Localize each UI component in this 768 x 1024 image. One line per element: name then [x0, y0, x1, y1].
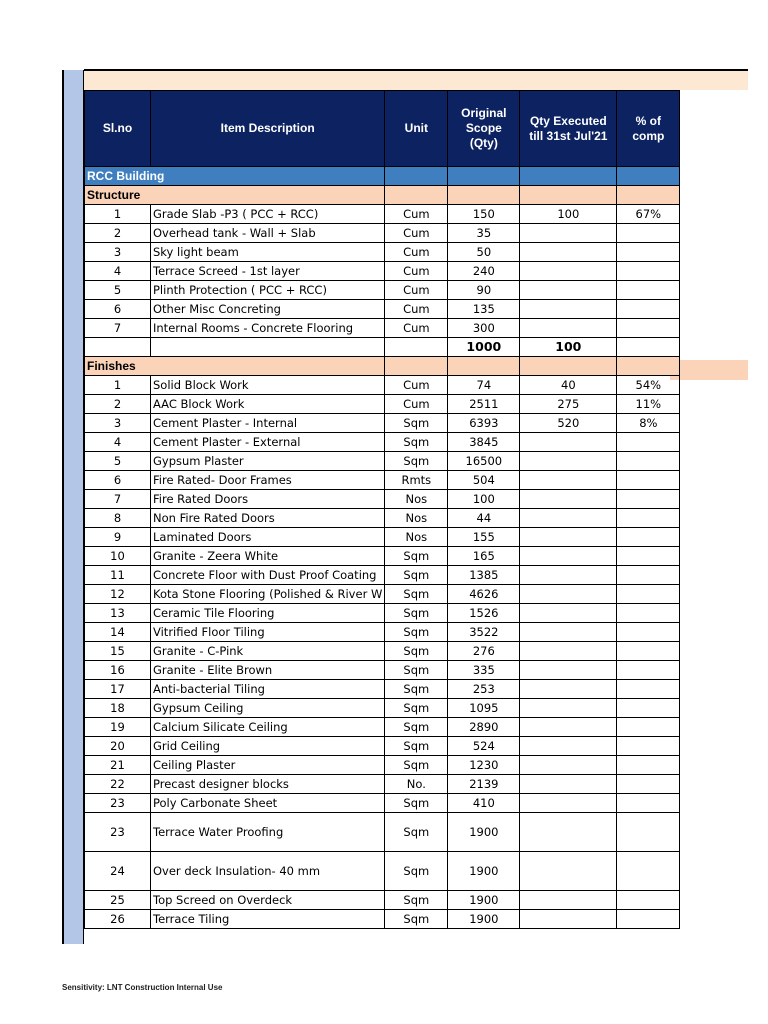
cell-qty-executed[interactable]: [520, 756, 617, 775]
section-label[interactable]: Finishes: [85, 357, 385, 376]
cell-original-scope[interactable]: 504: [448, 471, 520, 490]
table-row: [85, 414, 680, 433]
cell-item-description[interactable]: Fire Rated Doors: [151, 490, 385, 509]
cell-unit[interactable]: Sqm: [385, 699, 448, 718]
cell-item-description[interactable]: Non Fire Rated Doors: [151, 509, 385, 528]
cell-qty-executed[interactable]: [520, 262, 617, 281]
cell-item-description[interactable]: Grid Ceiling: [151, 737, 385, 756]
cell-qty-executed[interactable]: 40: [520, 376, 617, 395]
cell-qty-executed[interactable]: [520, 891, 617, 910]
cell-original-scope[interactable]: 335: [448, 661, 520, 680]
cell-item-description[interactable]: Granite - Zeera White: [151, 547, 385, 566]
cell-sl-no[interactable]: 7: [85, 490, 151, 509]
cell-total-scope[interactable]: 1000: [448, 338, 520, 357]
table-cell[interactable]: [385, 357, 448, 376]
table-row: [85, 528, 680, 547]
cell-original-scope[interactable]: 3845: [448, 433, 520, 452]
cell-original-scope[interactable]: 2139: [448, 775, 520, 794]
cell-unit[interactable]: Sqm: [385, 813, 448, 852]
cell-item-description[interactable]: Concrete Floor with Dust Proof Coating: [151, 566, 385, 585]
cell-qty-executed[interactable]: [520, 509, 617, 528]
cell-pct-comp[interactable]: [617, 699, 680, 718]
cell-unit[interactable]: Sqm: [385, 604, 448, 623]
cell-unit[interactable]: Cum: [385, 376, 448, 395]
cell-original-scope[interactable]: 155: [448, 528, 520, 547]
table-row: [85, 300, 680, 319]
table-row: [85, 395, 680, 414]
cell-total-executed[interactable]: 100: [520, 338, 617, 357]
cell-unit[interactable]: Sqm: [385, 566, 448, 585]
cell-unit[interactable]: Nos: [385, 509, 448, 528]
section-label[interactable]: Structure: [85, 186, 385, 205]
table-row: [85, 376, 680, 395]
section-row-finishes: [85, 357, 680, 376]
cell-pct-comp[interactable]: 67%: [617, 205, 680, 224]
cell-original-scope[interactable]: 276: [448, 642, 520, 661]
cell-sl-no[interactable]: 23: [85, 794, 151, 813]
cell-original-scope[interactable]: 35: [448, 224, 520, 243]
cell-original-scope[interactable]: 1900: [448, 910, 520, 929]
cell-pct-comp[interactable]: [617, 262, 680, 281]
section-label[interactable]: RCC Building: [85, 167, 385, 186]
cell-qty-executed[interactable]: 100: [520, 205, 617, 224]
cell-sl-no[interactable]: 12: [85, 585, 151, 604]
cell-pct-comp[interactable]: [617, 547, 680, 566]
cell-original-scope[interactable]: 1900: [448, 852, 520, 891]
cell-sl-no[interactable]: 23: [85, 813, 151, 852]
cell-sl-no[interactable]: 11: [85, 566, 151, 585]
cell-original-scope[interactable]: 3522: [448, 623, 520, 642]
cell-item-description[interactable]: Over deck Insulation- 40 mm: [151, 852, 385, 891]
cell-item-description[interactable]: Granite - Elite Brown: [151, 661, 385, 680]
cell-pct-comp[interactable]: [617, 281, 680, 300]
cell-unit[interactable]: Cum: [385, 224, 448, 243]
cell-original-scope[interactable]: 50: [448, 243, 520, 262]
cell-qty-executed[interactable]: [520, 224, 617, 243]
table-cell[interactable]: [385, 338, 448, 357]
cell-qty-executed[interactable]: [520, 604, 617, 623]
cell-sl-no[interactable]: 16: [85, 661, 151, 680]
table-row: [85, 243, 680, 262]
cell-pct-comp[interactable]: [617, 642, 680, 661]
cell-sl-no[interactable]: 5: [85, 281, 151, 300]
table-cell[interactable]: [385, 167, 448, 186]
table-row: [85, 775, 680, 794]
cell-sl-no[interactable]: 1: [85, 205, 151, 224]
table-cell[interactable]: [617, 186, 680, 205]
cell-item-description[interactable]: Plinth Protection ( PCC + RCC): [151, 281, 385, 300]
cell-item-description[interactable]: Terrace Tiling: [151, 910, 385, 929]
table-row: [85, 737, 680, 756]
table-row: [85, 680, 680, 699]
cell-pct-comp[interactable]: [617, 852, 680, 891]
cell-sl-no[interactable]: 3: [85, 414, 151, 433]
cell-qty-executed[interactable]: [520, 243, 617, 262]
cell-pct-comp[interactable]: [617, 910, 680, 929]
table-row: [85, 490, 680, 509]
structure-total-row: [85, 338, 680, 357]
cell-item-description[interactable]: Calcium Silicate Ceiling: [151, 718, 385, 737]
left-margin-bar: [62, 70, 84, 944]
cell-pct-comp[interactable]: [617, 509, 680, 528]
table-cell[interactable]: [385, 186, 448, 205]
cell-item-description[interactable]: Kota Stone Flooring (Polished & River W: [151, 585, 385, 604]
cell-unit[interactable]: Cum: [385, 262, 448, 281]
cell-unit[interactable]: Sqm: [385, 794, 448, 813]
cell-sl-no[interactable]: 2: [85, 395, 151, 414]
cell-original-scope[interactable]: 44: [448, 509, 520, 528]
table-row: [85, 509, 680, 528]
table-row: [85, 852, 680, 891]
cell-unit[interactable]: Sqm: [385, 661, 448, 680]
cell-original-scope[interactable]: 16500: [448, 452, 520, 471]
cell-item-description[interactable]: Ceiling Plaster: [151, 756, 385, 775]
cell-sl-no[interactable]: 20: [85, 737, 151, 756]
cell-unit[interactable]: Sqm: [385, 414, 448, 433]
cell-original-scope[interactable]: 100: [448, 490, 520, 509]
cell-original-scope[interactable]: 1385: [448, 566, 520, 585]
cell-original-scope[interactable]: 90: [448, 281, 520, 300]
header-pct-comp[interactable]: % of comp: [617, 91, 680, 167]
cell-pct-comp[interactable]: [617, 566, 680, 585]
cell-original-scope[interactable]: 1095: [448, 699, 520, 718]
table-row: [85, 452, 680, 471]
cell-pct-comp[interactable]: [617, 661, 680, 680]
table-cell[interactable]: [448, 186, 520, 205]
section-row-rcc-building: [85, 167, 680, 186]
cell-item-description[interactable]: Grade Slab -P3 ( PCC + RCC): [151, 205, 385, 224]
table-cell[interactable]: [520, 186, 617, 205]
table-cell[interactable]: [617, 167, 680, 186]
cell-unit[interactable]: Cum: [385, 395, 448, 414]
cell-qty-executed[interactable]: [520, 680, 617, 699]
cell-sl-no[interactable]: 9: [85, 528, 151, 547]
table-cell[interactable]: [151, 338, 385, 357]
cell-original-scope[interactable]: 150: [448, 205, 520, 224]
cell-item-description[interactable]: Cement Plaster - External: [151, 433, 385, 452]
cell-unit[interactable]: Sqm: [385, 852, 448, 891]
cell-item-description[interactable]: Terrace Water Proofing: [151, 813, 385, 852]
cell-pct-comp[interactable]: [617, 243, 680, 262]
cell-item-description[interactable]: Top Screed on Overdeck: [151, 891, 385, 910]
cell-original-scope[interactable]: 135: [448, 300, 520, 319]
cell-item-description[interactable]: Poly Carbonate Sheet: [151, 794, 385, 813]
sensitivity-footer: Sensitivity: LNT Construction Internal Use: [62, 983, 223, 992]
cell-item-description[interactable]: Vitrified Floor Tiling: [151, 623, 385, 642]
cell-qty-executed[interactable]: [520, 300, 617, 319]
table-cell[interactable]: [617, 338, 680, 357]
cell-qty-executed[interactable]: [520, 699, 617, 718]
cell-pct-comp[interactable]: [617, 319, 680, 338]
cell-sl-no[interactable]: 21: [85, 756, 151, 775]
cell-item-description[interactable]: Sky light beam: [151, 243, 385, 262]
cell-original-scope[interactable]: 253: [448, 680, 520, 699]
cell-pct-comp[interactable]: [617, 433, 680, 452]
cell-qty-executed[interactable]: [520, 775, 617, 794]
cell-pct-comp[interactable]: [617, 585, 680, 604]
cell-unit[interactable]: Cum: [385, 281, 448, 300]
cell-unit[interactable]: Sqm: [385, 547, 448, 566]
table-row: [85, 910, 680, 929]
cell-original-scope[interactable]: 300: [448, 319, 520, 338]
table-cell[interactable]: [448, 167, 520, 186]
cell-unit[interactable]: Sqm: [385, 756, 448, 775]
cell-original-scope[interactable]: 524: [448, 737, 520, 756]
cell-qty-executed[interactable]: [520, 433, 617, 452]
cell-sl-no[interactable]: 5: [85, 452, 151, 471]
cell-qty-executed[interactable]: [520, 661, 617, 680]
cell-qty-executed[interactable]: [520, 490, 617, 509]
cell-qty-executed[interactable]: [520, 852, 617, 891]
cell-unit[interactable]: Sqm: [385, 642, 448, 661]
cell-qty-executed[interactable]: [520, 471, 617, 490]
cell-item-description[interactable]: Laminated Doors: [151, 528, 385, 547]
cell-pct-comp[interactable]: [617, 737, 680, 756]
table-row: [85, 813, 680, 852]
cell-original-scope[interactable]: 4626: [448, 585, 520, 604]
cell-sl-no[interactable]: 10: [85, 547, 151, 566]
cell-sl-no[interactable]: 3: [85, 243, 151, 262]
cell-pct-comp[interactable]: [617, 623, 680, 642]
cell-pct-comp[interactable]: 11%: [617, 395, 680, 414]
finishes-band-extension: [670, 360, 748, 380]
cell-qty-executed[interactable]: [520, 528, 617, 547]
cell-item-description[interactable]: Overhead tank - Wall + Slab: [151, 224, 385, 243]
cell-qty-executed[interactable]: [520, 623, 617, 642]
table-row: [85, 794, 680, 813]
cell-unit[interactable]: Rmts: [385, 471, 448, 490]
cell-sl-no[interactable]: 2: [85, 224, 151, 243]
cell-qty-executed[interactable]: [520, 566, 617, 585]
cell-unit[interactable]: Sqm: [385, 452, 448, 471]
cell-qty-executed[interactable]: [520, 794, 617, 813]
table-row: [85, 642, 680, 661]
cell-unit[interactable]: Sqm: [385, 585, 448, 604]
top-band: [84, 69, 748, 90]
table-row: [85, 756, 680, 775]
quantity-table: [84, 90, 680, 929]
table-cell[interactable]: [617, 357, 680, 376]
cell-unit[interactable]: No.: [385, 775, 448, 794]
cell-original-scope[interactable]: 1230: [448, 756, 520, 775]
cell-qty-executed[interactable]: [520, 585, 617, 604]
cell-pct-comp[interactable]: [617, 775, 680, 794]
cell-pct-comp[interactable]: [617, 756, 680, 775]
cell-sl-no[interactable]: 6: [85, 300, 151, 319]
cell-original-scope[interactable]: 2511: [448, 395, 520, 414]
cell-original-scope[interactable]: 1900: [448, 891, 520, 910]
cell-unit[interactable]: Sqm: [385, 737, 448, 756]
cell-unit[interactable]: Sqm: [385, 680, 448, 699]
cell-pct-comp[interactable]: [617, 528, 680, 547]
table-cell[interactable]: [448, 357, 520, 376]
cell-pct-comp[interactable]: 8%: [617, 414, 680, 433]
cell-qty-executed[interactable]: 520: [520, 414, 617, 433]
section-row-structure: [85, 186, 680, 205]
cell-unit[interactable]: Sqm: [385, 433, 448, 452]
cell-original-scope[interactable]: 165: [448, 547, 520, 566]
cell-sl-no[interactable]: 17: [85, 680, 151, 699]
cell-qty-executed[interactable]: [520, 547, 617, 566]
cell-original-scope[interactable]: 2890: [448, 718, 520, 737]
cell-sl-no[interactable]: 18: [85, 699, 151, 718]
cell-item-description[interactable]: Internal Rooms - Concrete Flooring: [151, 319, 385, 338]
cell-sl-no[interactable]: 13: [85, 604, 151, 623]
cell-qty-executed[interactable]: [520, 910, 617, 929]
cell-unit[interactable]: Sqm: [385, 891, 448, 910]
cell-unit[interactable]: Sqm: [385, 623, 448, 642]
table-row: [85, 623, 680, 642]
cell-item-description[interactable]: Anti-bacterial Tiling: [151, 680, 385, 699]
header-qty-executed[interactable]: Qty Executed till 31st Jul'21: [520, 91, 617, 167]
cell-item-description[interactable]: Precast designer blocks: [151, 775, 385, 794]
table-row: [85, 585, 680, 604]
cell-qty-executed[interactable]: [520, 642, 617, 661]
table-row: [85, 471, 680, 490]
cell-unit[interactable]: Cum: [385, 300, 448, 319]
cell-item-description[interactable]: Terrace Screed - 1st layer: [151, 262, 385, 281]
cell-sl-no[interactable]: 26: [85, 910, 151, 929]
table-row: [85, 718, 680, 737]
cell-sl-no[interactable]: 25: [85, 891, 151, 910]
cell-qty-executed[interactable]: 275: [520, 395, 617, 414]
table-row: [85, 319, 680, 338]
header-unit[interactable]: Unit: [385, 91, 448, 167]
cell-original-scope[interactable]: 240: [448, 262, 520, 281]
cell-unit[interactable]: Sqm: [385, 910, 448, 929]
table-row: [85, 547, 680, 566]
cell-pct-comp[interactable]: [617, 813, 680, 852]
table-cell[interactable]: [520, 167, 617, 186]
cell-pct-comp[interactable]: [617, 604, 680, 623]
cell-original-scope[interactable]: 410: [448, 794, 520, 813]
cell-qty-executed[interactable]: [520, 281, 617, 300]
cell-item-description[interactable]: Cement Plaster - Internal: [151, 414, 385, 433]
table-cell[interactable]: [520, 357, 617, 376]
cell-pct-comp[interactable]: [617, 680, 680, 699]
table-row: [85, 891, 680, 910]
table-row: [85, 205, 680, 224]
header-original-scope[interactable]: Original Scope (Qty): [448, 91, 520, 167]
cell-item-description[interactable]: Solid Block Work: [151, 376, 385, 395]
cell-sl-no[interactable]: 6: [85, 471, 151, 490]
table-cell[interactable]: [85, 338, 151, 357]
cell-sl-no[interactable]: 22: [85, 775, 151, 794]
cell-unit[interactable]: Sqm: [385, 718, 448, 737]
cell-unit[interactable]: Nos: [385, 528, 448, 547]
cell-original-scope[interactable]: 6393: [448, 414, 520, 433]
cell-item-description[interactable]: AAC Block Work: [151, 395, 385, 414]
cell-item-description[interactable]: Gypsum Ceiling: [151, 699, 385, 718]
cell-sl-no[interactable]: 8: [85, 509, 151, 528]
cell-pct-comp[interactable]: [617, 718, 680, 737]
cell-pct-comp[interactable]: [617, 490, 680, 509]
cell-pct-comp[interactable]: [617, 794, 680, 813]
cell-original-scope[interactable]: 74: [448, 376, 520, 395]
cell-qty-executed[interactable]: [520, 319, 617, 338]
table-row: [85, 566, 680, 585]
cell-sl-no[interactable]: 4: [85, 433, 151, 452]
cell-original-scope[interactable]: 1900: [448, 813, 520, 852]
cell-qty-executed[interactable]: [520, 452, 617, 471]
cell-unit[interactable]: Nos: [385, 490, 448, 509]
cell-sl-no[interactable]: 1: [85, 376, 151, 395]
cell-original-scope[interactable]: 1526: [448, 604, 520, 623]
cell-item-description[interactable]: Gypsum Plaster: [151, 452, 385, 471]
cell-pct-comp[interactable]: 54%: [617, 376, 680, 395]
table-row: [85, 281, 680, 300]
header-sl-no[interactable]: Sl.no: [85, 91, 151, 167]
cell-sl-no[interactable]: 7: [85, 319, 151, 338]
cell-sl-no[interactable]: 14: [85, 623, 151, 642]
cell-sl-no[interactable]: 19: [85, 718, 151, 737]
table-row: [85, 433, 680, 452]
cell-item-description[interactable]: Fire Rated- Door Frames: [151, 471, 385, 490]
table-row: [85, 604, 680, 623]
cell-qty-executed[interactable]: [520, 813, 617, 852]
cell-sl-no[interactable]: 15: [85, 642, 151, 661]
table-row: [85, 661, 680, 680]
cell-item-description[interactable]: Granite - C-Pink: [151, 642, 385, 661]
table-row: [85, 224, 680, 243]
cell-unit[interactable]: Cum: [385, 243, 448, 262]
cell-pct-comp[interactable]: [617, 471, 680, 490]
cell-unit[interactable]: Cum: [385, 319, 448, 338]
cell-pct-comp[interactable]: [617, 224, 680, 243]
table-row: [85, 262, 680, 281]
cell-sl-no[interactable]: 24: [85, 852, 151, 891]
cell-qty-executed[interactable]: [520, 718, 617, 737]
cell-item-description[interactable]: Ceramic Tile Flooring: [151, 604, 385, 623]
cell-sl-no[interactable]: 4: [85, 262, 151, 281]
cell-pct-comp[interactable]: [617, 452, 680, 471]
table-row: [85, 699, 680, 718]
cell-item-description[interactable]: Other Misc Concreting: [151, 300, 385, 319]
header-item-description[interactable]: Item Description: [151, 91, 385, 167]
cell-pct-comp[interactable]: [617, 300, 680, 319]
cell-qty-executed[interactable]: [520, 737, 617, 756]
cell-pct-comp[interactable]: [617, 891, 680, 910]
header-row: [85, 91, 680, 167]
cell-unit[interactable]: Cum: [385, 205, 448, 224]
